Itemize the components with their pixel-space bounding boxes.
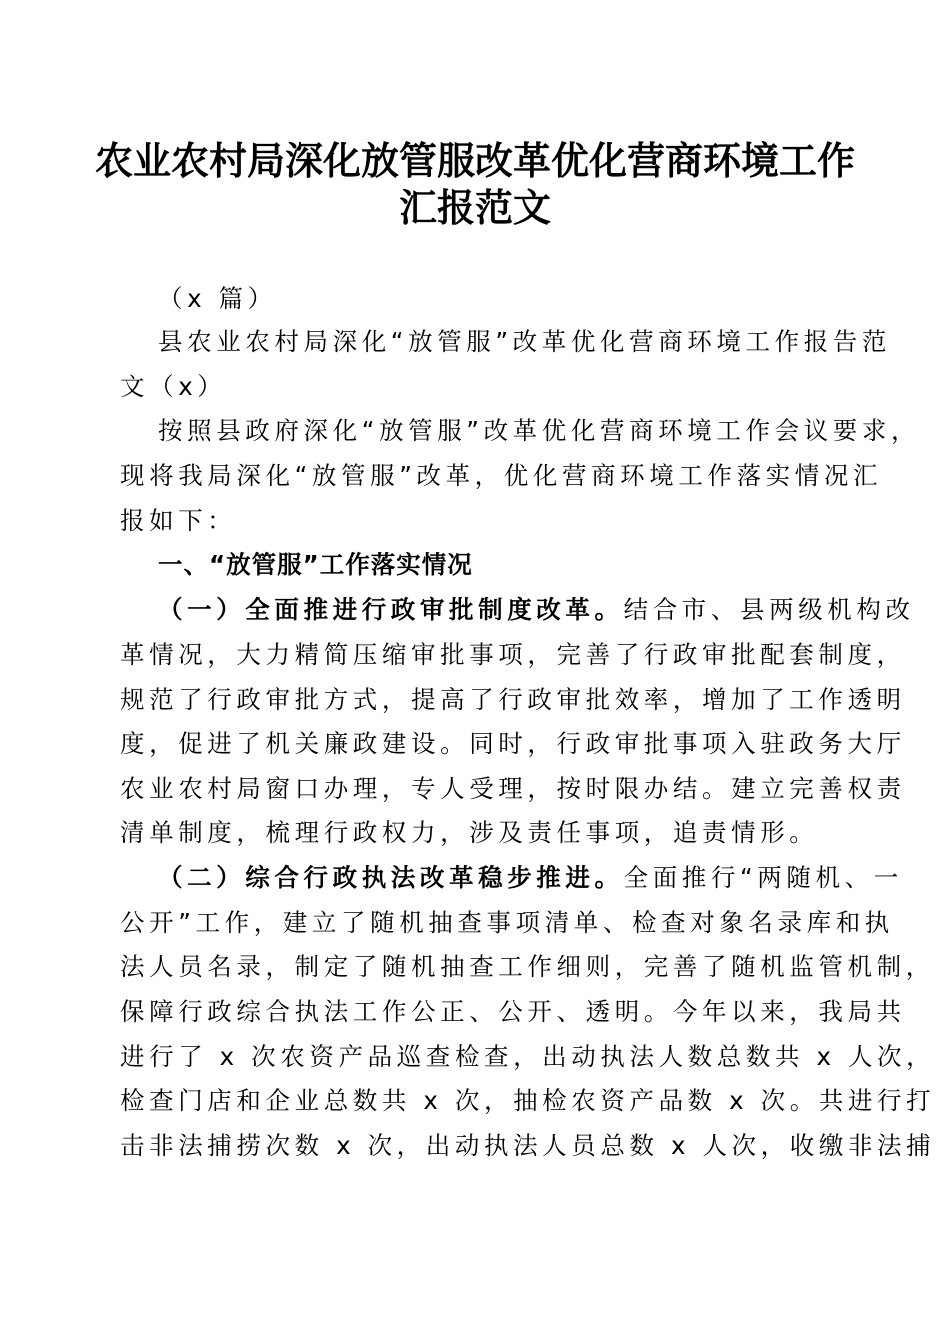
item2-line-4: 保障行政综合执法工作公正、公开、透明。今年以来，我局共 (120, 997, 906, 1026)
item1-line-6: 清单制度，梳理行政权力，涉及责任事项，追责情形。 (120, 818, 819, 847)
item2-line-5: 进行了 x 次农资产品巡查检查，出动执法人数总数共 x 人次， (120, 1042, 936, 1071)
item2-label: （二）综合行政执法改革稳步推进。 (158, 863, 624, 892)
item1-text: 结合市、县两级机构改 (623, 595, 915, 624)
item1-line-2: 革情况，大力精简压缩审批事项，完善了行政审批配套制度， (120, 640, 906, 669)
section-heading-1: 一、“放管服”工作落实情况 (158, 550, 473, 579)
item1-line-3: 规范了行政审批方式，提高了行政审批效率，增加了工作透明 (120, 685, 906, 714)
item2-text: 全面推行“两随机、一 (623, 863, 903, 892)
document-title-line-2: 汇报范文 (398, 185, 551, 230)
intro-line-1: 按照县政府深化“放管服”改革优化营商环境工作会议要求， (158, 416, 921, 445)
subtitle-line-1: 县农业农村局深化“放管服”改革优化营商环境工作报告范 (158, 327, 891, 356)
subtitle-line-2: 文（x） (120, 372, 227, 401)
part-label: （x 篇） (158, 284, 277, 313)
item2-line-7: 击非法捕捞次数 x 次，出动执法人员总数 x 人次，收缴非法捕 (120, 1131, 936, 1160)
document-title-line-1: 农业农村局深化放管服改革优化营商环境工作 (94, 138, 855, 183)
intro-line-3: 报如下： (120, 506, 237, 535)
item2-line-6: 检查门店和企业总数共 x 次，抽检农资产品数 x 次。共进行打 (120, 1086, 936, 1115)
item1-line-5: 农业农村局窗口办理，专人受理，按时限办结。建立完善权责 (120, 774, 906, 803)
intro-line-2: 现将我局深化“放管服”改革，优化营商环境工作落实情况汇 (120, 461, 883, 490)
item2-line-2: 公开”工作，建立了随机抽查事项清单、检查对象名录库和执 (120, 908, 894, 937)
item1-line-4: 度，促进了机关廉政建设。同时，行政审批事项入驻政务大厅 (120, 729, 906, 758)
item1-line-1 (158, 595, 915, 625)
item1-label: （一）全面推进行政审批制度改革。 (158, 595, 624, 624)
item2-line-3: 法人员名录，制定了随机抽查工作细则，完善了随机监管机制， (120, 952, 935, 981)
item2-line-1 (158, 863, 903, 893)
